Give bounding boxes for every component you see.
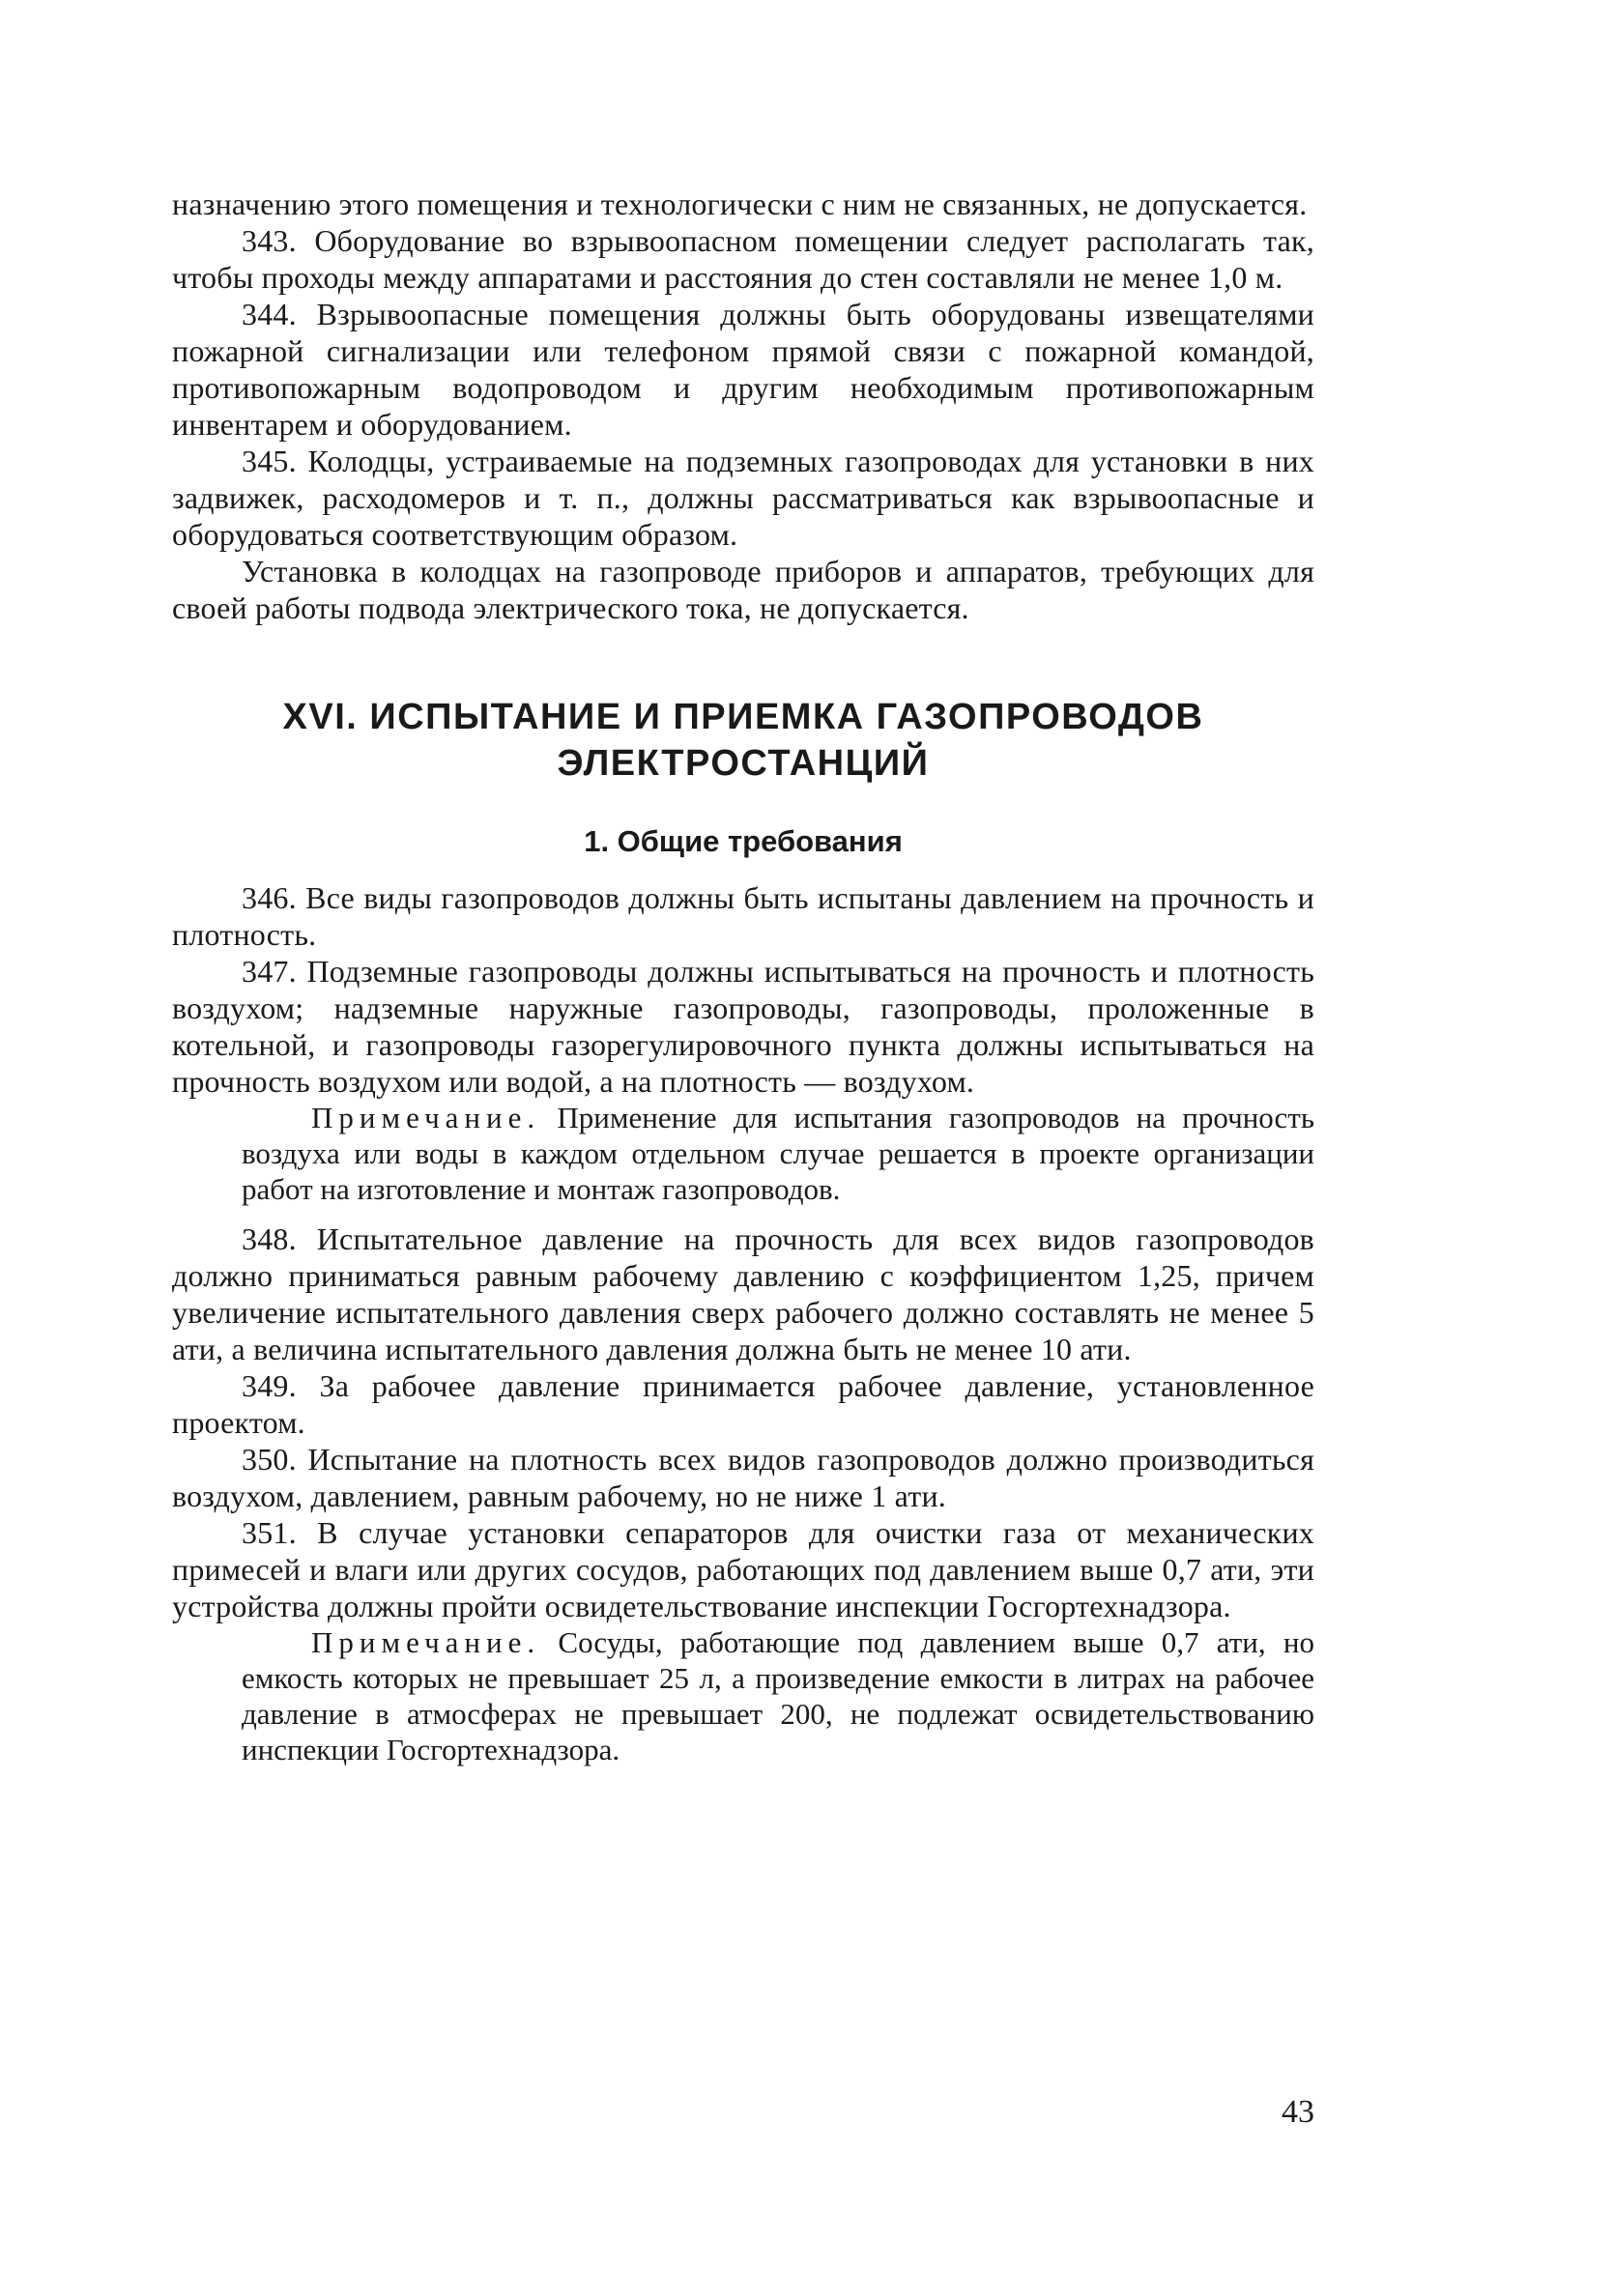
paragraph-continuation: назначению этого помещения и технологически с ним не связанных, не допускается.	[172, 187, 1308, 221]
section-title-line1: XVI. ИСПЫТАНИЕ И ПРИЕМКА ГАЗОПРОВОДОВ	[282, 697, 1204, 737]
section-title	[172, 694, 1314, 787]
section-title-line2: ЭЛЕКТРОСТАНЦИЙ	[557, 743, 930, 784]
note-1-label: Примечание.	[311, 1101, 541, 1134]
paragraph-351: 351. В случае установки сепараторов для очистки газа от механических примесей и влаги или других сосудов, работающих под давлением выше 0,7 ати, эти устройства должны пройти освидетельствование инспекции Госгортехнадзора.	[172, 1515, 1314, 1623]
note-1	[172, 1100, 1314, 1207]
paragraph-346: 346. Все виды газопроводов должны быть испытаны давлением на прочность и плотность.	[172, 880, 1314, 952]
paragraph-350: 350. Испытание на плотность всех видов газопроводов должно производиться воздухом, давлением, равным рабочему, но не ниже 1 ати.	[172, 1442, 1314, 1513]
note-1-text: Применение для испытания газопроводов на прочность воздуха или воды в каждом отдельном случае решается в проекте организации работ на изготовление и монтаж газопроводов.	[242, 1101, 1314, 1206]
subsection-title: 1. Общие требования	[584, 824, 903, 858]
paragraph-343: 343. Оборудование во взрывоопасном помещении следует располагать так, чтобы проходы между аппаратами и расстояния до стен составляли не менее 1,0 м.	[172, 223, 1314, 295]
paragraph-345: 345. Колодцы, устраиваемые на подземных газопроводах для установки в них задвижек, расходомеров и т. п., должны рассматриваться как взрывоопасные и оборудоваться соответствующим образом.	[172, 444, 1314, 552]
page-number: 43	[1282, 2094, 1314, 2130]
note-2-label: Примечание.	[311, 1625, 541, 1659]
document-page	[172, 186, 1314, 1767]
paragraph-347: 347. Подземные газопроводы должны испытываться на прочность и плотность воздухом; надземные наружные газопроводы, газопроводы, проложенные в котельной, и газопроводы газорегулировочного пункта должны испытываться на прочность воздухом или водой, а на плотность — воздухом.	[172, 954, 1314, 1099]
note-2	[172, 1624, 1314, 1767]
paragraph-348: 348. Испытательное давление на прочность для всех видов газопроводов должно приниматься равным рабочему давлению с коэффициентом 1,25, причем увеличение испытательного давления сверх рабочего должно составлять не менее 5 ати, а величина испытательного давления должна быть не менее 10 ати.	[172, 1221, 1314, 1366]
paragraph-349: 349. За рабочее давление принимается рабочее давление, установленное проектом.	[172, 1368, 1314, 1440]
note-2-text: Сосуды, работающие под давлением выше 0,7 ати, но емкость которых не превышает 25 л, а произведение емкости в литрах на рабочее давление в атмосферах не превышает 200, не подлежат освидетельствованию инспекции Госгортехнадзора.	[242, 1625, 1314, 1766]
paragraph-345-continuation: Установка в колодцах на газопроводе приборов и аппаратов, требующих для своей работы подвода электрического тока, не допускается.	[172, 554, 1314, 625]
paragraph-344: 344. Взрывоопасные помещения должны быть оборудованы извещателями пожарной сигнализации или телефоном прямой связи с пожарной командой, противопожарным водопроводом и другим необходимым противопожарным инвентарем и оборудованием.	[172, 297, 1314, 442]
